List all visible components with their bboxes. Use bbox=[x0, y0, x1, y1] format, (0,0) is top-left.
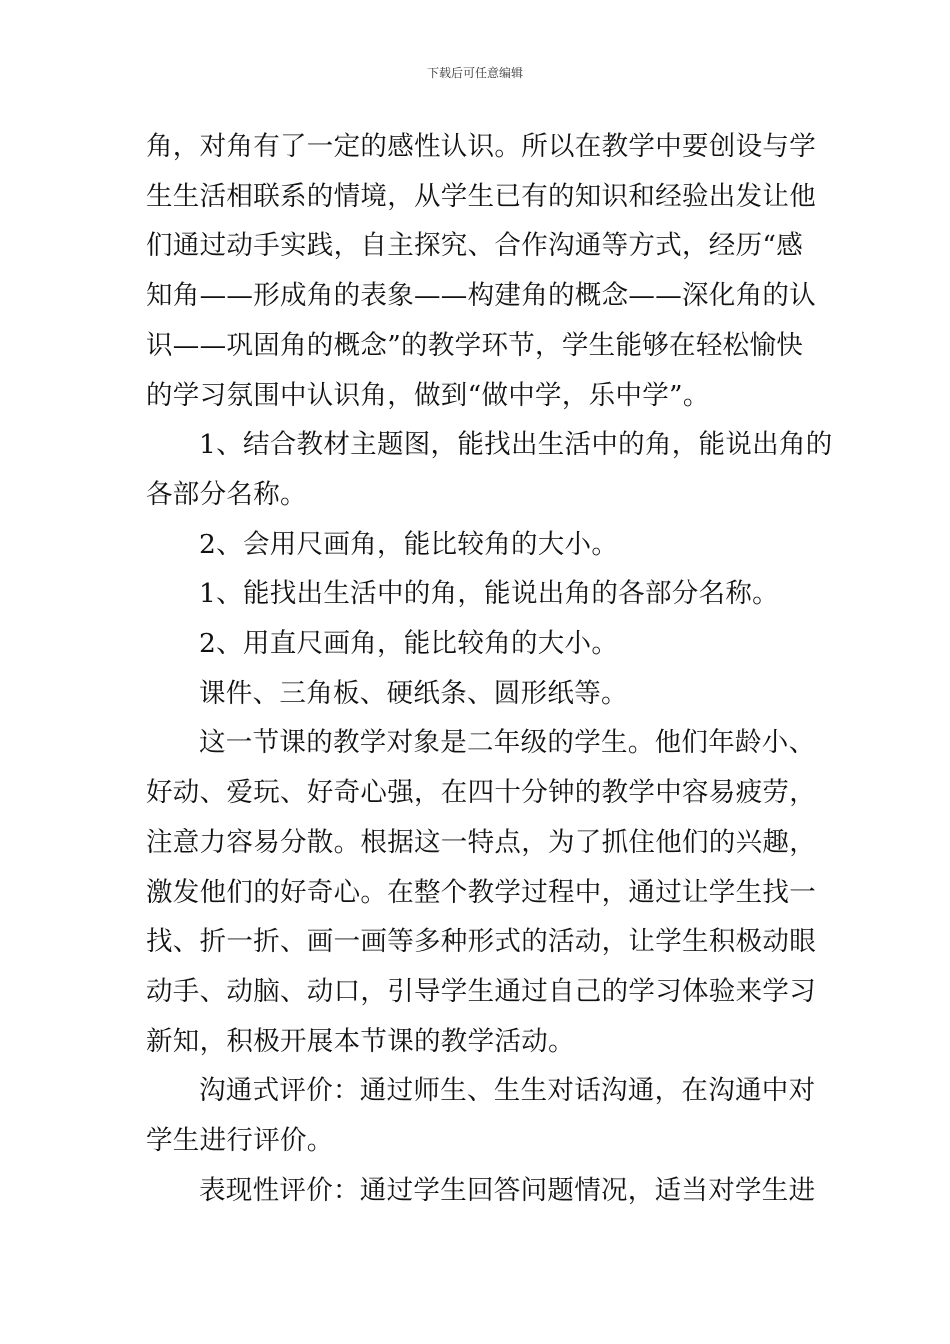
text-line: 这一节课的教学对象是二年级的学生。他们年龄小、 bbox=[199, 727, 816, 759]
text-line: 2、用直尺画角，能比较角的大小。 bbox=[199, 628, 619, 660]
paragraph-eval-communication bbox=[146, 1066, 816, 1165]
text-line: 表现性评价：通过学生回答问题情况，适当对学生进 bbox=[199, 1174, 816, 1206]
text-line: 各部分名称。 bbox=[146, 478, 307, 510]
page-header: 下载后可任意编辑 bbox=[426, 66, 523, 80]
paragraph-key-2 bbox=[146, 619, 812, 669]
text-line: 2、会用尺画角，能比较角的大小。 bbox=[199, 528, 619, 560]
text-line: 动手、动脑、动口，引导学生通过自己的学习体验来学习 bbox=[146, 975, 816, 1007]
text-line: 沟通式评价：通过师生、生生对话沟通，在沟通中对 bbox=[199, 1075, 816, 1107]
text-line: 学生进行评价。 bbox=[146, 1125, 334, 1157]
text-line: 的学习氛围中认识角，做到“做中学，乐中学”。 bbox=[146, 379, 710, 411]
paragraph-intro bbox=[146, 122, 816, 420]
paragraph-students bbox=[146, 718, 816, 1066]
text-line: 角，对角有了一定的感性认识。所以在教学中要创设与学 bbox=[146, 131, 816, 162]
text-line: 1、结合教材主题图，能找出生活中的角，能说出角的 bbox=[199, 429, 833, 461]
paragraph-materials bbox=[146, 669, 812, 719]
text-line: 识——巩固角的概念”的教学环节，学生能够在轻松愉快 bbox=[146, 329, 804, 361]
paragraph-goal-1 bbox=[146, 420, 833, 519]
text-line: 好动、爱玩、好奇心强，在四十分钟的教学中容易疲劳， bbox=[146, 777, 816, 809]
paragraph-goal-2 bbox=[146, 520, 812, 570]
text-line: 们通过动手实践，自主探究、合作沟通等方式，经历“感 bbox=[146, 230, 804, 262]
text-line: 生生活相联系的情境，从学生已有的知识和经验出发让他 bbox=[146, 180, 816, 212]
paragraph-key-1 bbox=[146, 569, 812, 619]
paragraph-eval-performance bbox=[146, 1166, 816, 1216]
document-body bbox=[146, 122, 833, 1215]
text-line: 课件、三角板、硬纸条、圆形纸等。 bbox=[199, 677, 628, 709]
text-line: 注意力容易分散。根据这一特点，为了抓住他们的兴趣， bbox=[146, 826, 816, 858]
text-line: 新知，积极开展本节课的教学活动。 bbox=[146, 1025, 575, 1057]
text-line: 激发他们的好奇心。在整个教学过程中，通过让学生找一 bbox=[146, 876, 816, 908]
text-line: 1、能找出生活中的角，能说出角的各部分名称。 bbox=[199, 578, 779, 610]
text-line: 找、折一折、画一画等多种形式的活动，让学生积极动眼 bbox=[146, 926, 816, 958]
text-line: 知角——形成角的表象——构建角的概念——深化角的认 bbox=[146, 280, 816, 312]
